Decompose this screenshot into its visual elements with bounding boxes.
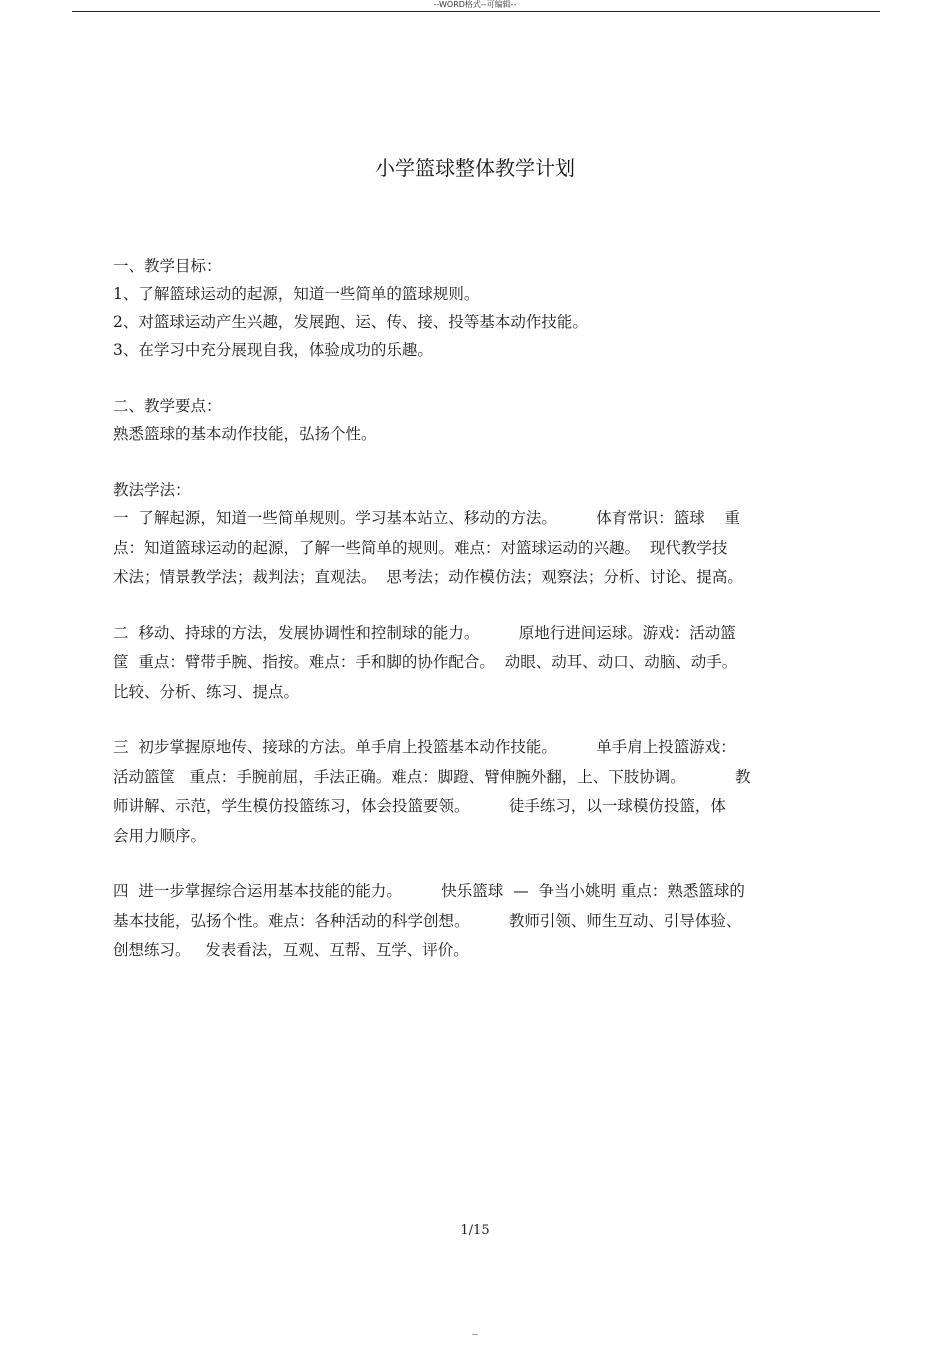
lesson-4-line: 基本技能，弘扬个性。难点：各种活动的科学创想。 教师引领、师生互动、引导体验、 bbox=[113, 911, 742, 930]
lesson-2-line: 比较、分析、练习、提点。 bbox=[113, 682, 300, 701]
lesson-4-line: 四 进一步掌握综合运用基本技能的能力。 快乐篮球 — 争当小姚明 重点：熟悉篮球的 bbox=[113, 882, 745, 900]
document-body bbox=[113, 252, 843, 966]
lesson-1-paragraph bbox=[113, 504, 843, 593]
lesson-1-line: 点：知道篮球运动的起源，了解一些简单的规则。难点：对篮球运动的兴趣。 现代教学技 bbox=[113, 538, 728, 557]
lesson-3-line: 活动篮筐 重点：手腕前屈，手法正确。难点：脚蹬、臂伸腕外翻，上、下肢协调。 教 bbox=[113, 767, 751, 786]
key-points-text: 熟悉篮球的基本动作技能，弘扬个性。 bbox=[113, 425, 377, 443]
page-header: --WORD格式--可编辑-- bbox=[433, 0, 517, 9]
lesson-3-line: 师讲解、示范，学生模仿投篮练习，体会投篮要领。 徒手练习，以一球模仿投篮，体 bbox=[113, 797, 726, 815]
page-number: 1/15 bbox=[460, 1223, 490, 1238]
lesson-4-line: 创想练习。 发表看法，互观、互帮、互学、评价。 bbox=[113, 941, 469, 959]
section-heading-objectives: 一、教学目标： bbox=[113, 257, 222, 275]
objective-item: 3、在学习中充分展现自我，体验成功的乐趣。 bbox=[113, 341, 433, 359]
objective-item: 2、对篮球运动产生兴趣，发展跑、运、传、接、投等基本动作技能。 bbox=[113, 313, 588, 331]
lesson-3-line: 会用力顺序。 bbox=[113, 826, 207, 845]
lesson-2-line: 筐 重点：臂带手腕、指按。难点：手和脚的协作配合。 动眼、动耳、动口、动脑、动手。 bbox=[113, 653, 738, 671]
document-title: 小学篮球整体教学计划 bbox=[375, 156, 575, 180]
lesson-2-line: 二 移动、持球的方法，发展协调性和控制球的能力。 原地行进间运球。游戏：活动篮 bbox=[113, 623, 736, 642]
lesson-1-line: 术法；情景教学法；裁判法；直观法。 思考法；动作模仿法；观察法；分析、讨论、提高。 bbox=[113, 568, 743, 586]
header-divider bbox=[72, 11, 880, 12]
section-heading-key-points: 二、教学要点： bbox=[113, 397, 222, 415]
lesson-3-line: 三 初步掌握原地传、接球的方法。单手肩上投篮基本动作技能。 单手肩上投篮游戏： bbox=[113, 738, 736, 756]
lesson-2-paragraph bbox=[113, 619, 843, 708]
section-heading-methods: 教法学法： bbox=[113, 481, 191, 499]
lesson-4-paragraph bbox=[113, 877, 843, 966]
footer-mark: -- bbox=[471, 1330, 479, 1340]
lesson-1-line: 一 了解起源，知道一些简单规则。学习基本站立、移动的方法。 体育常识：篮球 重 bbox=[113, 509, 740, 527]
objective-item: 1、了解篮球运动的起源，知道一些简单的篮球规则。 bbox=[113, 285, 480, 303]
lesson-3-paragraph bbox=[113, 733, 843, 851]
